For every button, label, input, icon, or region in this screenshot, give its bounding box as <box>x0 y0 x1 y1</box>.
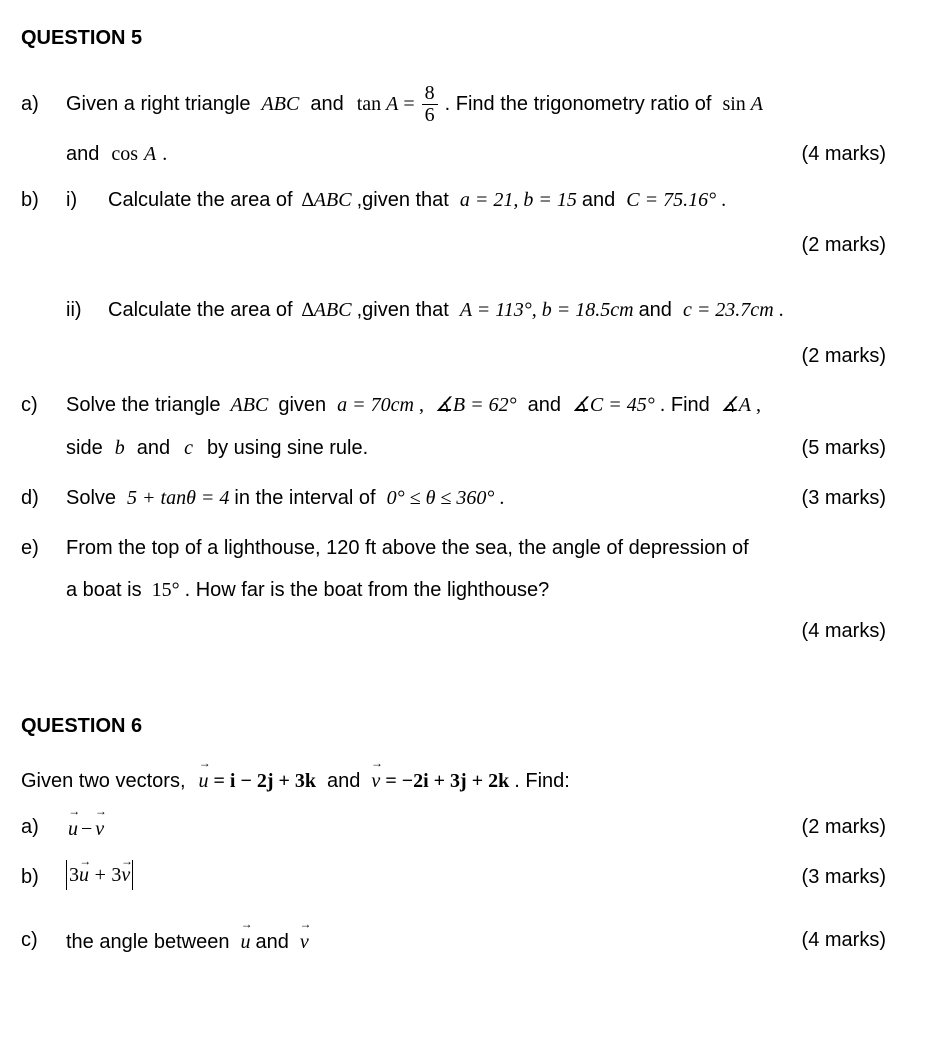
q5-a-and: and <box>310 93 344 115</box>
q5-c-rule: by using sine rule. <box>206 437 369 459</box>
q6-b-expression <box>66 860 133 890</box>
q5-d-line <box>66 488 504 508</box>
q6-c-label: c) <box>21 929 38 951</box>
q5-a-sin: sin <box>722 93 746 115</box>
q6-c-text: the angle between <box>66 931 230 953</box>
q5-a-var-a: A <box>386 93 399 115</box>
q5-e-line2b: . How far is the boat from the lighthouse? <box>184 579 550 601</box>
q5-d-equation: 5 + tanθ = 4 <box>127 487 230 509</box>
question-6-title: QUESTION 6 <box>21 715 143 737</box>
q5-c-and: and <box>527 394 561 416</box>
q5-b-ii-given: ,given that <box>356 299 449 321</box>
q5-c-side-c: c <box>184 437 193 459</box>
q5-a-line2 <box>66 144 167 164</box>
q5-e-line2a: a boat is <box>66 579 142 601</box>
q6-c-and: and <box>255 931 289 953</box>
q5-c-text1: Solve the triangle <box>66 394 221 416</box>
q6-b-v: → v <box>121 860 130 890</box>
q6-c-line <box>66 932 309 952</box>
q6-a-u: → u <box>68 819 78 839</box>
q5-c-triangle: ABC <box>230 394 269 416</box>
q5-c-a-value: a = 70cm <box>337 394 414 416</box>
question-5-title: QUESTION 5 <box>21 27 143 49</box>
q5-e-angle: 15° <box>151 579 180 601</box>
q5-e-marks: (4 marks) <box>801 620 886 642</box>
q6-intro-text: Given two vectors, <box>21 770 186 792</box>
q5-c-b-angle: ∡B = 62° <box>434 394 517 416</box>
q5-b-ii-end: . <box>778 299 784 321</box>
q5-e-line1: From the top of a lighthouse, 120 ft above the sea, the angle of depression of <box>66 537 749 559</box>
q5-a-marks: (4 marks) <box>801 143 886 165</box>
q5-b-i-given: ,given that <box>356 189 449 211</box>
q5-c-comma2: , <box>755 394 761 416</box>
q5-b-ii-and: and <box>638 299 672 321</box>
q5-e-label: e) <box>21 537 39 559</box>
q6-vector-u: → u <box>199 771 209 791</box>
q6-b-three-1: 3 <box>69 864 79 886</box>
q5-b-ii-line <box>108 300 784 320</box>
q5-b-i-c: C = 75.16° <box>626 189 717 211</box>
q6-c-marks: (4 marks) <box>801 929 886 951</box>
q5-a-period: . <box>162 143 168 165</box>
q5-a-triangle: ABC <box>261 93 300 115</box>
q5-a-denominator: 6 <box>424 103 435 126</box>
q5-a-line2-and: and <box>66 143 100 165</box>
q5-b-i-marks: (2 marks) <box>801 234 886 256</box>
q5-a-fraction <box>422 83 438 126</box>
q6-intro-and: and <box>327 770 361 792</box>
q5-d-marks: (3 marks) <box>801 487 886 509</box>
q6-c-v: → v <box>300 932 309 952</box>
q5-a-label: a) <box>21 93 39 115</box>
q5-c-and2: and <box>136 437 171 459</box>
q5-a-text2: . Find the trigonometry ratio of <box>444 93 712 115</box>
q5-c-line2 <box>66 438 368 458</box>
q5-b-i-end: . <box>721 189 727 211</box>
q6-a-label: a) <box>21 816 39 838</box>
q6-a-marks: (2 marks) <box>801 816 886 838</box>
q5-d-range: 0° ≤ θ ≤ 360° <box>386 487 495 509</box>
q6-a-v: → v <box>95 819 104 839</box>
q5-b-label: b) <box>21 189 39 211</box>
q5-a-tan: tan <box>356 93 382 115</box>
q6-a-expression <box>68 819 104 839</box>
q5-c-find: . Find <box>659 394 710 416</box>
q5-c-side: side <box>66 437 103 459</box>
q5-b-i-text: Calculate the area of <box>108 189 293 211</box>
q6-b-three-2: 3 <box>111 864 122 886</box>
q5-d-period: . <box>499 487 505 509</box>
q5-e-line2 <box>66 580 549 600</box>
q5-b-ii-text: Calculate the area of <box>108 299 293 321</box>
q5-a-var-a2: A <box>750 93 763 115</box>
q6-v-expression: = −2i + 3j + 2k <box>385 770 510 792</box>
q5-b-ii-label: ii) <box>66 299 82 321</box>
q5-c-given: given <box>278 394 327 416</box>
q5-d-solve: Solve <box>66 487 117 509</box>
q5-c-label: c) <box>21 394 38 416</box>
q5-b-ii-values: A = 113°, b = 18.5cm <box>459 299 634 321</box>
q6-b-u: → u <box>79 860 89 890</box>
q6-intro <box>21 771 570 791</box>
q6-c-u: → u <box>240 932 250 952</box>
q6-intro-find: . Find: <box>514 770 570 792</box>
q6-a-minus: − <box>81 818 93 840</box>
q6-b-magnitude <box>66 860 133 890</box>
q5-c-line1 <box>66 395 761 415</box>
q5-b-i-and: and <box>581 189 616 211</box>
q5-c-a-angle: ∡A <box>720 394 751 416</box>
q5-a-text1: Given a right triangle <box>66 93 251 115</box>
q5-c-comma: , <box>418 394 424 416</box>
q5-a-cos: cos <box>111 143 139 165</box>
q5-b-ii-marks: (2 marks) <box>801 345 886 367</box>
q5-c-c-angle: ∡C = 45° <box>571 394 655 416</box>
q5-d-label: d) <box>21 487 39 509</box>
q5-a-var-a3: A <box>144 143 157 165</box>
q5-a-numerator: 8 <box>424 81 435 104</box>
q5-c-marks: (5 marks) <box>801 437 886 459</box>
q5-b-ii-c: c = 23.7cm <box>682 299 774 321</box>
q5-b-i-triangle: ∆ABC <box>301 189 352 211</box>
q5-a-line1 <box>66 80 763 128</box>
q5-b-i-label: i) <box>66 189 78 211</box>
q5-a-eq: = <box>403 93 415 115</box>
q5-b-ii-triangle: ∆ABC <box>301 299 352 321</box>
q5-b-i-values: a = 21, b = 15 <box>459 189 577 211</box>
q5-b-i-line <box>108 190 726 210</box>
q6-b-plus: + <box>94 864 106 886</box>
q6-u-expression: = i − 2j + 3k <box>213 770 317 792</box>
q6-vector-v: → v <box>371 771 380 791</box>
q5-d-interval: in the interval of <box>234 487 376 509</box>
q5-c-side-b: b <box>114 437 125 459</box>
q6-b-marks: (3 marks) <box>801 866 886 888</box>
q6-b-label: b) <box>21 866 39 888</box>
